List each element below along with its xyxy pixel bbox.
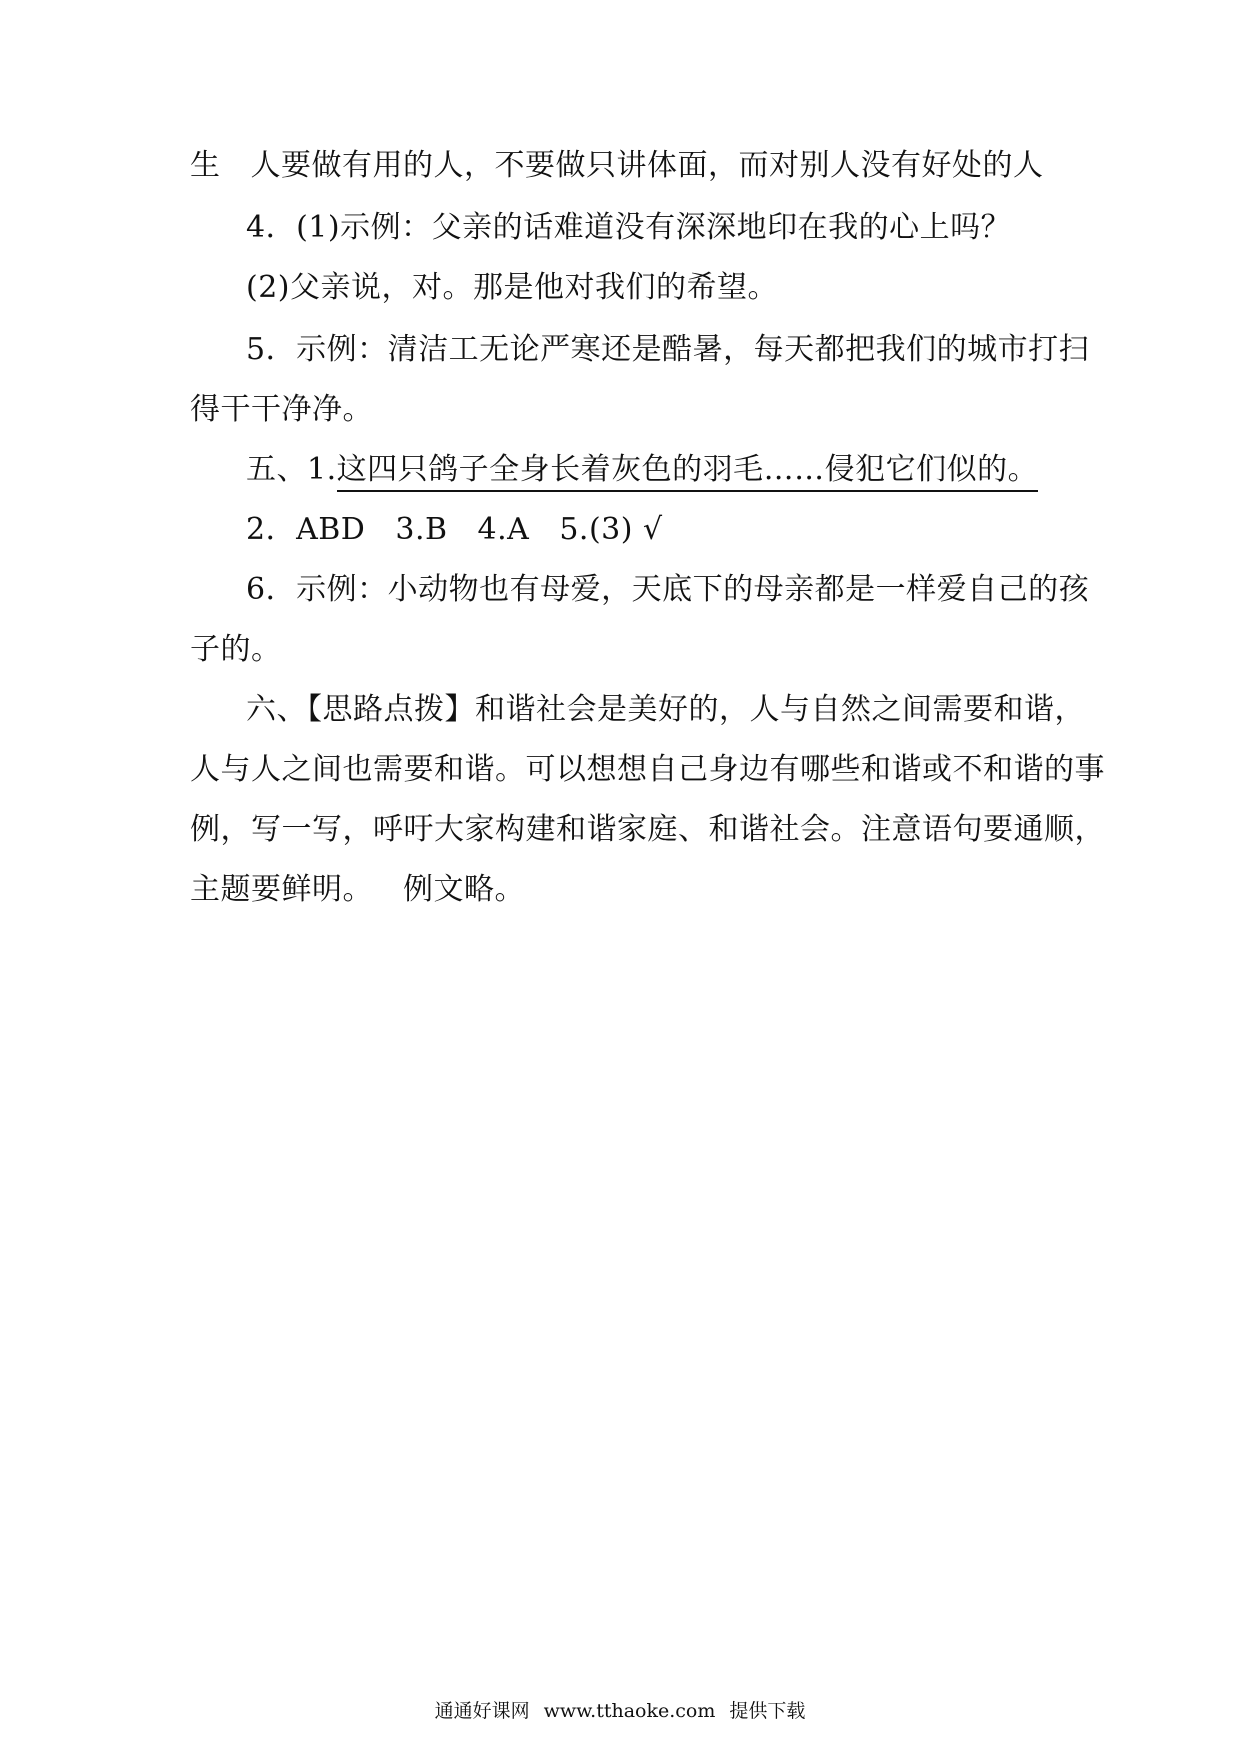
answer-5: 5.(3) √ [559,512,663,547]
answer-2: 2．ABD [246,512,366,547]
answer-6: 6．示例：小动物也有母爱，天底下的母亲都是一样爱自己的孩 [246,572,1090,607]
answer-4-1: 4．(1)示例：父亲的话难道没有深深地印在我的心上吗？ [246,210,1012,245]
text-line-1 [190,146,1070,186]
answer-text: 人要做有用的人，不要做只讲体面，而对别人没有好处的人 [250,148,1044,183]
section-6-line-3: 例，写一写，呼吁大家构建和谐家庭、和谐社会。注意语句要通顺， [190,812,1105,847]
footer-site-name: 通通好课网 [434,1700,530,1722]
answer-6-continued: 子的。 [190,632,282,667]
answer-4-2: (2)父亲说，对。那是他对我们的希望。 [246,270,778,305]
section-5-answers-2-5 [246,510,1070,550]
answer-5-continued: 得干干净净。 [190,392,373,427]
section-6-line-1: 六、【思路点拨】和谐社会是美好的，人与自然之间需要和谐， [246,692,1085,727]
section-6-line-2: 人与人之间也需要和谐。可以想想自己身边有哪些和谐或不和谐的事 [190,752,1105,787]
sample-essay-note: 例文略。 [403,872,525,907]
underlined-quote: 这四只鸽子全身长着灰色的羽毛……侵犯它们似的。 [337,452,1039,492]
answer-5: 5．示例：清洁工无论严寒还是酷暑，每天都把我们的城市打扫 [246,332,1090,367]
footer-suffix: 提供下载 [729,1700,806,1722]
section-5-label: 五、1. [246,452,337,487]
page-footer [0,1698,1240,1724]
answer-4: 4.A [477,512,530,547]
section-5-answer-1 [246,450,1070,490]
section-6-text: 主题要鲜明。 [190,872,373,907]
answer-3: 3.B [395,512,448,547]
section-6-line-4 [190,870,1070,910]
answer-fragment: 生 [190,148,221,183]
footer-url[interactable]: www.tthaoke.com [543,1700,716,1722]
